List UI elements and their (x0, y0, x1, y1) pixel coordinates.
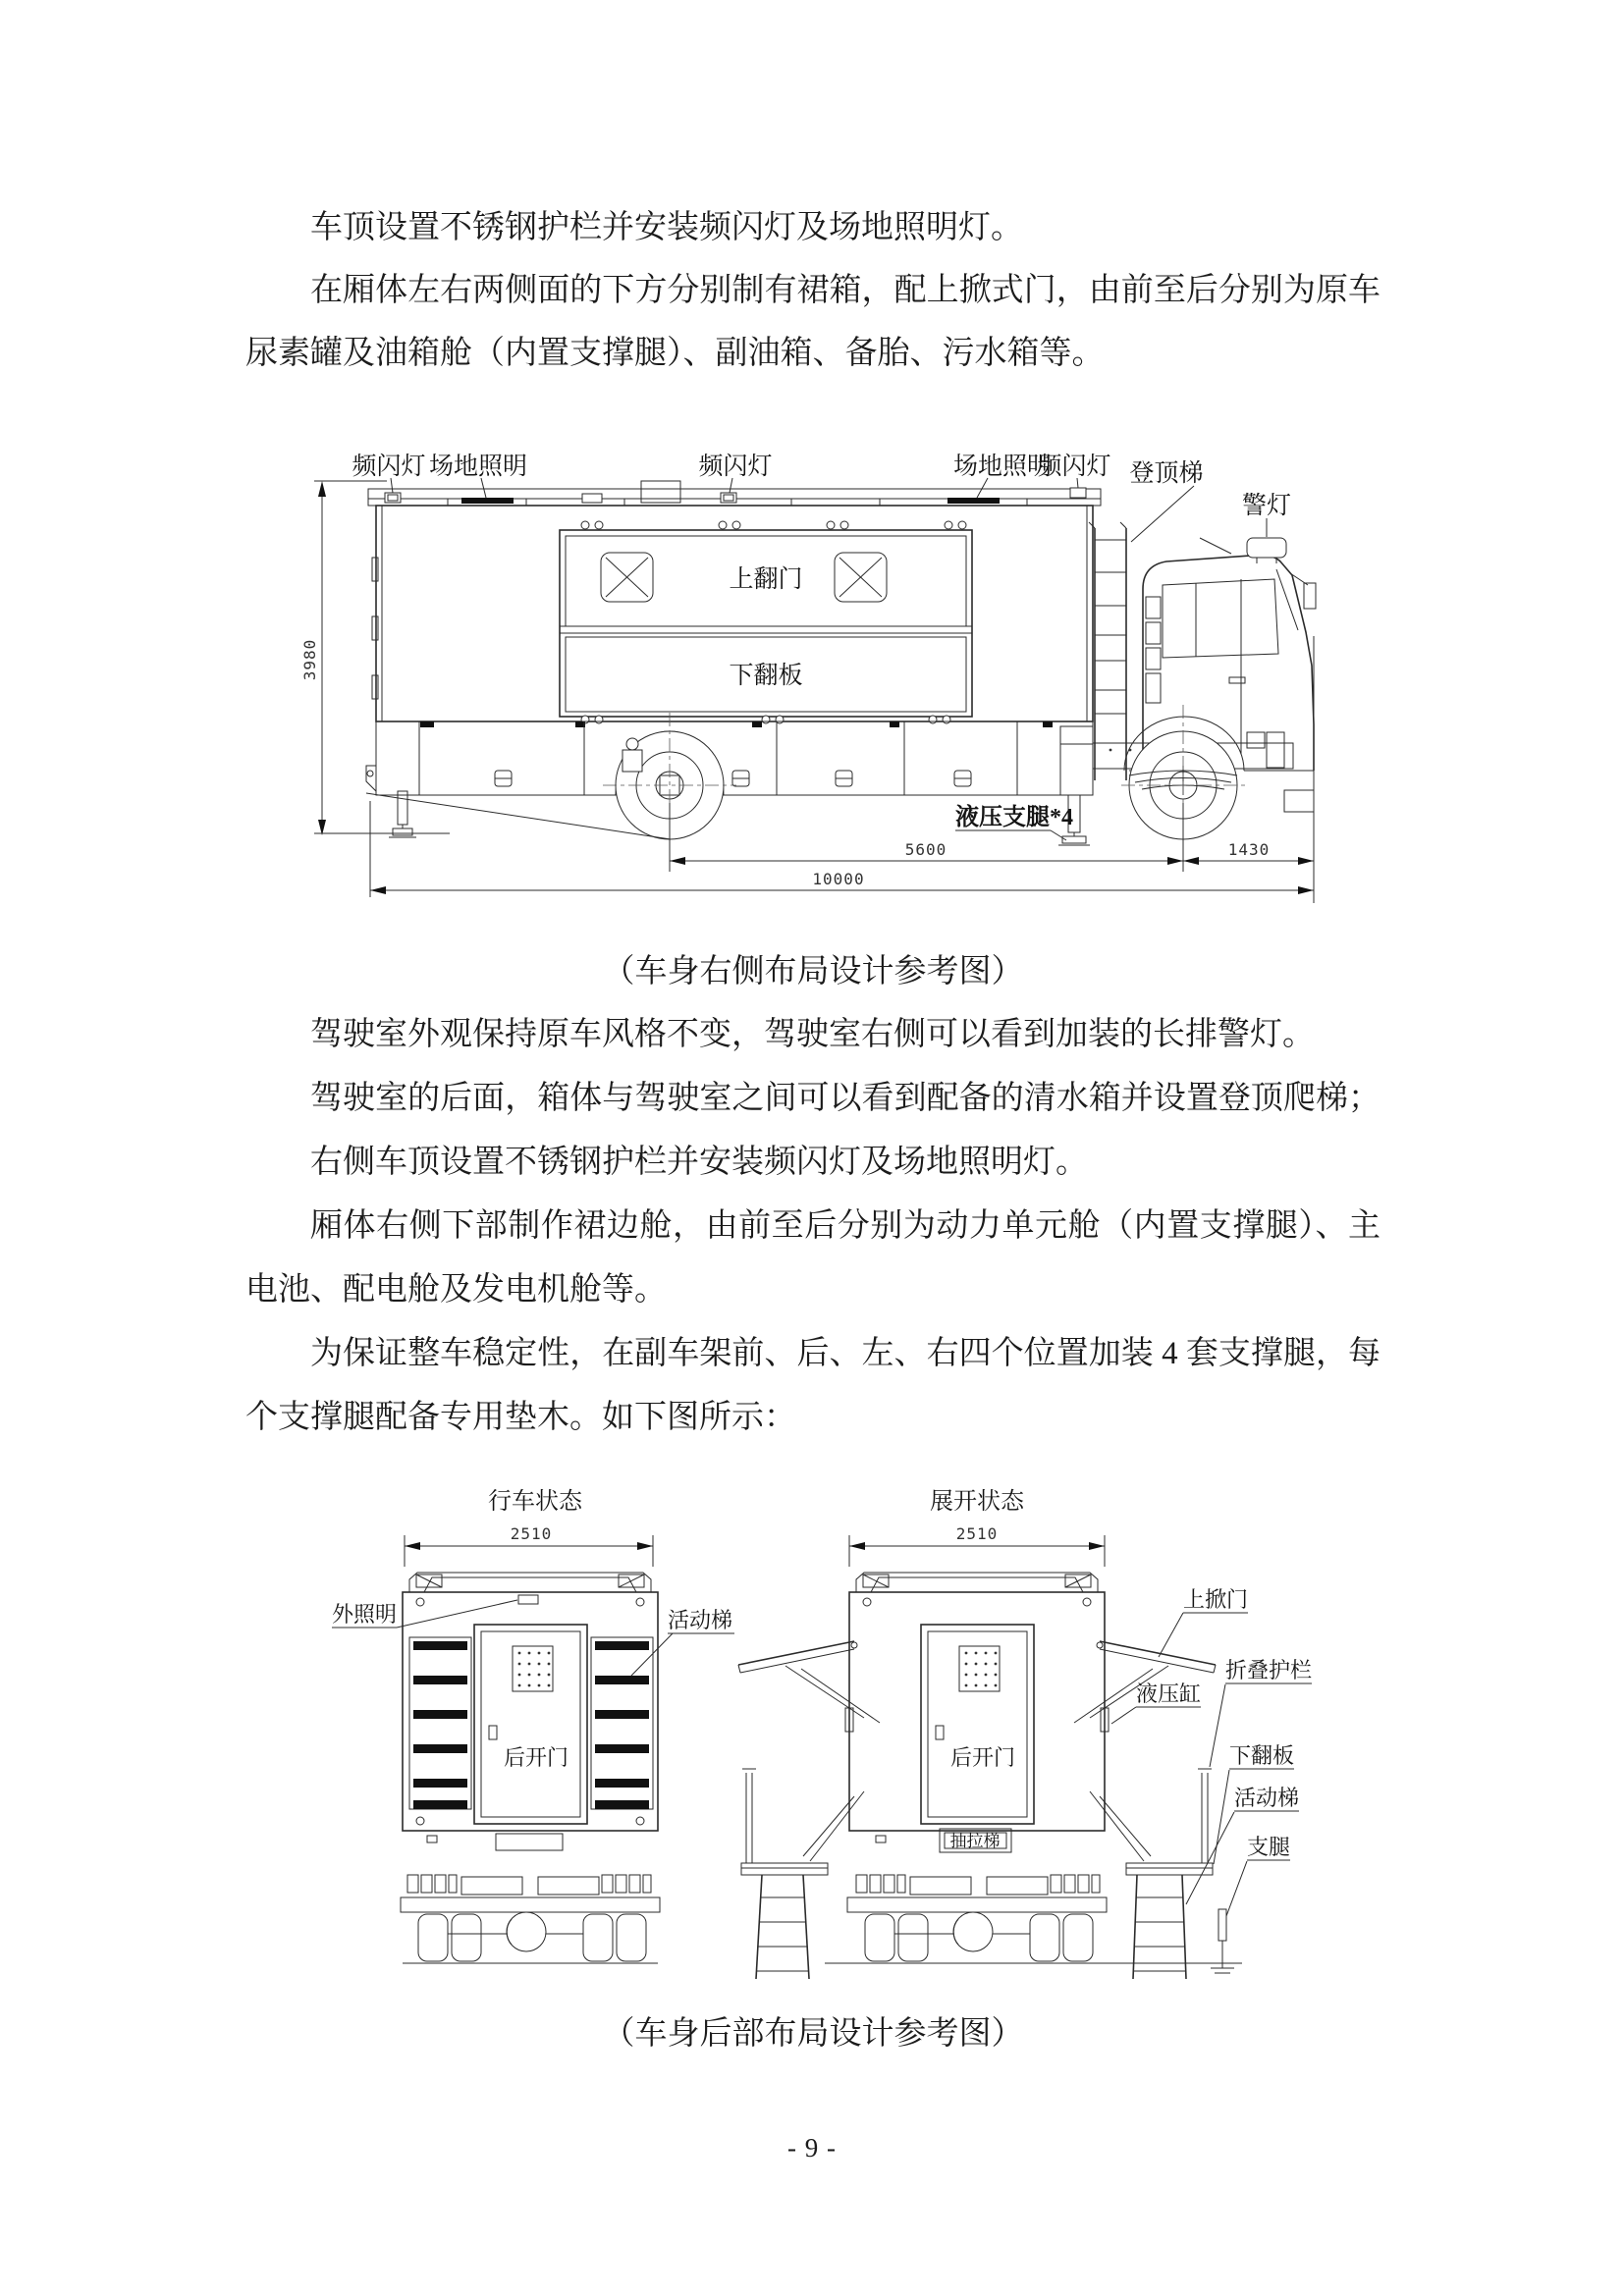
label-hydraulic-outriggers: 液压支腿*4 (955, 805, 1073, 830)
right-callouts (1111, 1587, 1312, 1916)
dim-axle-span-text: 5600 (904, 840, 947, 859)
deployed-ladder-left (756, 1875, 809, 1979)
paragraph-line: 驾驶室外观保持原车风格不变，驾驶室右侧可以看到加装的长排警灯。 (310, 1017, 1315, 1052)
strobe-light-icon (1070, 488, 1086, 498)
label-lift-up-door: 上掀门 (1183, 1587, 1249, 1612)
paragraph-line: 车顶设置不锈钢护栏并安装频闪灯及场地照明灯。 (310, 210, 1023, 245)
rear-door-right-view (921, 1625, 1034, 1824)
label-stowed-ladder: 活动梯 (668, 1608, 733, 1632)
label-warning-light: 警灯 (1241, 493, 1292, 519)
label-strobe-light-2: 频闪灯 (698, 454, 773, 480)
dimension-width-right (849, 1524, 1105, 1567)
paragraph-line: 厢体右侧下部制作裙边舱，由前至后分别为动力单元舱（内置支撑腿）、主 (310, 1208, 1380, 1244)
dim-width-left-text: 2510 (510, 1524, 553, 1543)
label-site-light-1: 场地照明 (428, 454, 528, 480)
label-hydraulic-cylinder: 液压缸 (1136, 1682, 1202, 1706)
label-support-leg: 支腿 (1247, 1835, 1291, 1859)
label-rear-door-left: 后开门 (503, 1745, 569, 1770)
paragraph-line: 尿素罐及油箱舱（内置支撑腿）、副油箱、备胎、污水箱等。 (245, 336, 1105, 371)
label-strobe-light-3: 频闪灯 (1037, 454, 1111, 480)
deployed-state-title: 展开状态 (930, 1489, 1024, 1515)
site-light-icon (947, 498, 1000, 504)
mirror-icon (1304, 583, 1316, 609)
skirt-compartments (376, 721, 1093, 795)
label-folding-guardrail: 折叠护栏 (1225, 1658, 1313, 1682)
rear-door-left-view (474, 1625, 587, 1824)
box-body (372, 506, 1093, 721)
label-site-light-2: 场地照明 (952, 454, 1053, 480)
paragraph-line: 驾驶室的后面，箱体与驾驶室之间可以看到配备的清水箱并设置登顶爬梯； (310, 1081, 1380, 1116)
dimension-height (300, 481, 450, 835)
warning-lightbar-icon (1247, 538, 1286, 558)
paragraph-line: 在厢体左右两侧面的下方分别制有裙箱，配上掀式门，由前至后分别为原车 (310, 273, 1380, 308)
label-upper-flip-door: 上翻门 (729, 566, 803, 593)
dimension-axle-span (670, 803, 1183, 872)
figure2-caption: （车身后部布局设计参考图） (602, 2016, 1024, 2052)
label-strobe-light-1: 频闪灯 (352, 454, 426, 480)
label-roof-access-ladder: 登顶梯 (1129, 460, 1204, 487)
paragraph-line: 个支撑腿配备专用垫木。如下图所示： (245, 1400, 796, 1435)
dimension-width-left (405, 1524, 653, 1567)
rear-bumper-left (401, 1834, 660, 1963)
dim-front-section-text: 1430 (1227, 840, 1271, 859)
label-rear-door-right: 后开门 (949, 1745, 1016, 1770)
driving-state-view (332, 1488, 734, 1963)
rear-view-diagram (177, 1472, 1624, 2022)
site-light-icon (461, 498, 514, 504)
roof-rail (368, 481, 1101, 506)
rear-bumper-right (825, 1829, 1242, 1963)
figure1-caption: （车身右侧布局设计参考图） (602, 954, 1024, 989)
page-number: - 9 - (787, 2133, 837, 2163)
deployed-state-view (738, 1488, 1312, 1979)
label-pull-out-ladder: 抽拉梯 (949, 1832, 1001, 1850)
flip-down-platforms (741, 1863, 1213, 1875)
label-lower-flip-panel: 下翻板 (729, 663, 803, 689)
figure1-labels (352, 453, 1291, 542)
label-exterior-light-group (332, 1600, 517, 1628)
exterior-light-icon (518, 1595, 538, 1604)
dim-width-right-text: 2510 (955, 1524, 999, 1543)
paragraph-line: 右侧车顶设置不锈钢护栏并安装频闪灯及场地照明灯。 (310, 1145, 1088, 1180)
side-view-diagram (202, 420, 1522, 942)
stowed-ladder-left (409, 1637, 471, 1809)
paragraph-line: 电池、配电舱及发电机舱等。 (245, 1272, 667, 1308)
flip-door-assembly (560, 521, 972, 723)
label-exterior-light: 外照明 (332, 1602, 398, 1627)
paragraph-line: 为保证整车稳定性，在副车架前、后、左、右四个位置加装 4 套支撑腿，每 (310, 1336, 1380, 1371)
driving-state-title: 行车状态 (488, 1489, 582, 1515)
outrigger-label (955, 803, 1073, 840)
dim-overall-length-text: 10000 (812, 870, 865, 888)
label-flip-down-panel: 下翻板 (1229, 1743, 1295, 1768)
dim-height-text: 3980 (300, 638, 319, 681)
label-movable-ladder: 活动梯 (1234, 1786, 1300, 1810)
